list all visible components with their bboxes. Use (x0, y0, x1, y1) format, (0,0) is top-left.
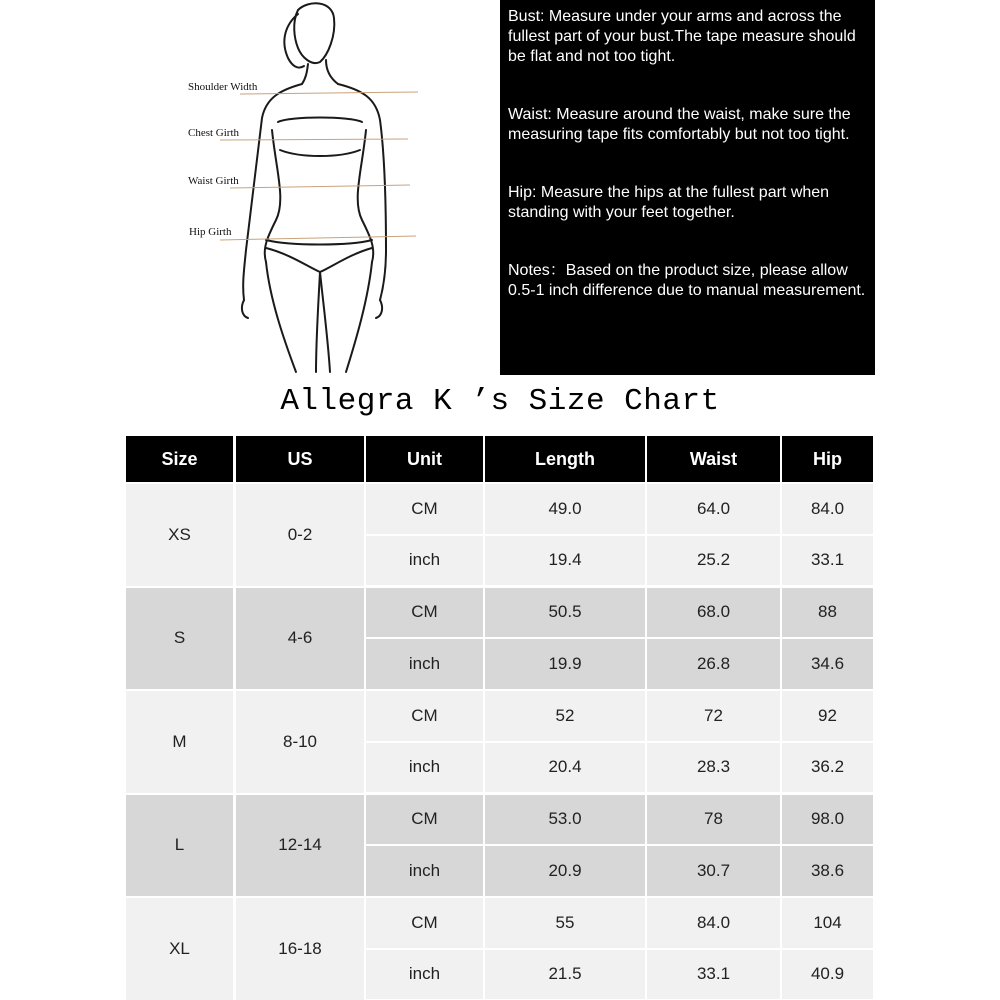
header-length: Length (485, 436, 645, 482)
body-outline-illustration (180, 0, 440, 375)
unit-cell: inch (366, 846, 483, 896)
length-cell: 49.0 (485, 484, 645, 534)
waist-cell: 25.2 (647, 536, 780, 586)
unit-cell: inch (366, 536, 483, 586)
unit-cell: CM (366, 795, 483, 845)
waist-cell: 84.0 (647, 898, 780, 948)
unit-cell: inch (366, 639, 483, 689)
header-waist: Waist (647, 436, 780, 482)
hip-cell: 38.6 (782, 846, 873, 896)
waist-cell: 30.7 (647, 846, 780, 896)
length-cell: 52 (485, 691, 645, 741)
unit-cell: inch (366, 743, 483, 793)
waist-cell: 68.0 (647, 588, 780, 638)
unit-cell: CM (366, 484, 483, 534)
waist-cell: 26.8 (647, 639, 780, 689)
waist-cell: 33.1 (647, 950, 780, 1000)
unit-cell: inch (366, 950, 483, 1000)
hip-cell: 92 (782, 691, 873, 741)
length-cell: 20.4 (485, 743, 645, 793)
us-size-cell: 16-18 (236, 898, 364, 1000)
size-cell: M (126, 691, 233, 793)
bust-instruction: Bust: Measure under your arms and across the fullest part of your bust.The tape measure should be flat and not too tight. (508, 8, 856, 65)
us-size-cell: 0-2 (236, 484, 364, 586)
us-size-cell: 4-6 (236, 588, 364, 690)
size-chart-title: Allegra K ’s Size Chart (280, 384, 720, 419)
length-cell: 21.5 (485, 950, 645, 1000)
label-hip-girth: Hip Girth (189, 226, 232, 238)
size-cell: XS (126, 484, 233, 586)
size-cell: S (126, 588, 233, 690)
size-cell: L (126, 795, 233, 897)
unit-cell: CM (366, 691, 483, 741)
hip-cell: 104 (782, 898, 873, 948)
waist-cell: 72 (647, 691, 780, 741)
hip-cell: 84.0 (782, 484, 873, 534)
hip-cell: 40.9 (782, 950, 873, 1000)
hip-cell: 33.1 (782, 536, 873, 586)
waist-cell: 28.3 (647, 743, 780, 793)
waist-instruction: Waist: Measure around the waist, make sure the measuring tape fits comfortably but not too tight. (508, 106, 851, 143)
notes-instruction: Notes：Based on the product size, please allow 0.5-1 inch difference due to manual measurement. (508, 262, 866, 299)
length-cell: 20.9 (485, 846, 645, 896)
label-waist-girth: Waist Girth (188, 175, 239, 187)
us-size-cell: 8-10 (236, 691, 364, 793)
length-cell: 19.9 (485, 639, 645, 689)
unit-cell: CM (366, 898, 483, 948)
us-size-cell: 12-14 (236, 795, 364, 897)
header-unit: Unit (366, 436, 483, 482)
hip-cell: 36.2 (782, 743, 873, 793)
waist-cell: 64.0 (647, 484, 780, 534)
length-cell: 53.0 (485, 795, 645, 845)
label-shoulder-width: Shoulder Width (188, 81, 258, 93)
length-cell: 19.4 (485, 536, 645, 586)
size-cell: XL (126, 898, 233, 1000)
measurement-instructions (500, 0, 875, 375)
length-cell: 50.5 (485, 588, 645, 638)
length-cell: 55 (485, 898, 645, 948)
header-us: US (236, 436, 364, 482)
header-hip: Hip (782, 436, 873, 482)
hip-instruction: Hip: Measure the hips at the fullest part when standing with your feet together. (508, 184, 830, 221)
body-figure (180, 0, 440, 375)
label-chest-girth: Chest Girth (188, 127, 240, 139)
hip-cell: 98.0 (782, 795, 873, 845)
header-size: Size (126, 436, 233, 482)
hip-cell: 34.6 (782, 639, 873, 689)
unit-cell: CM (366, 588, 483, 638)
hip-cell: 88 (782, 588, 873, 638)
size-table (126, 436, 873, 999)
waist-cell: 78 (647, 795, 780, 845)
